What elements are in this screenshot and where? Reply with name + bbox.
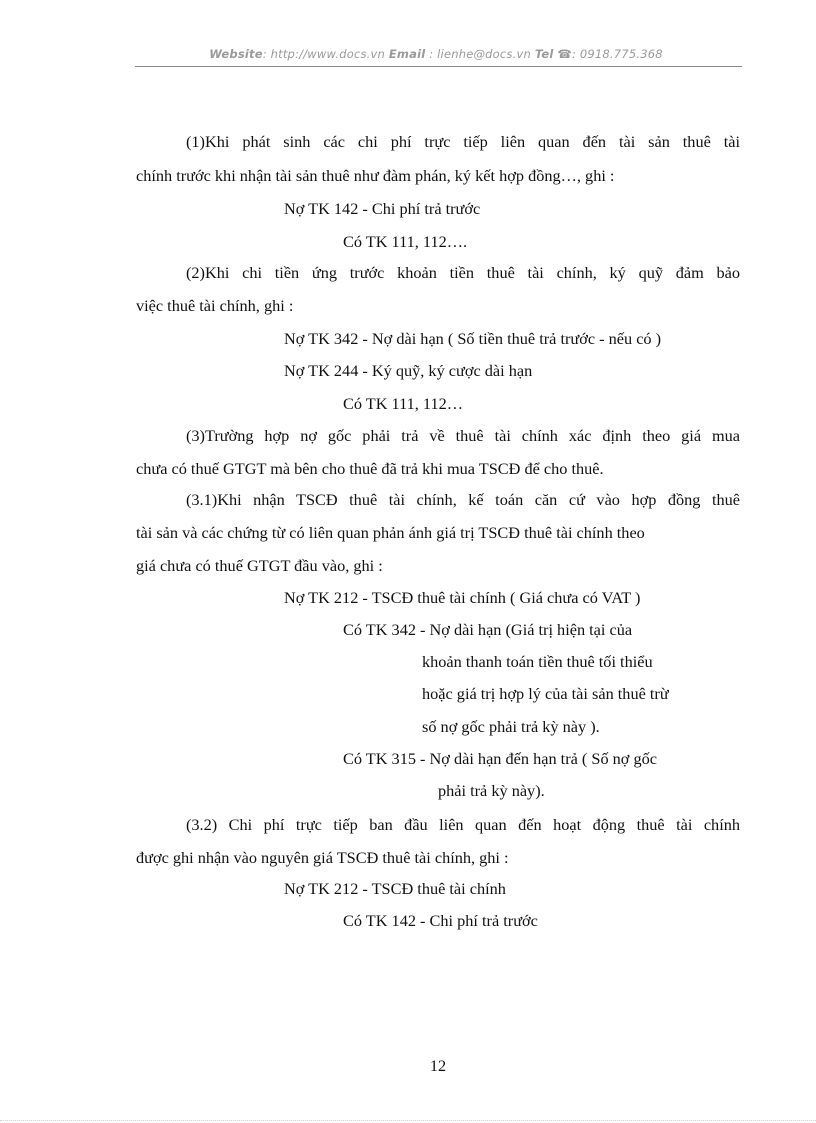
entry-credit-342-cont-3: số nợ gốc phải trả kỳ này ). [422,717,600,736]
page-bottom-divider [0,1120,816,1121]
paragraph-3-2-line-1: (3.2) Chi phí trực tiếp ban đầu liên quan đến hoạt động thuê tài chính [186,815,740,834]
paragraph-3-1-line-2: tài sản và các chứng từ có liên quan phản ánh giá trị TSCĐ thuê tài chính theo [136,523,645,542]
paragraph-1-line-2: chính trước khi nhận tài sản thuê như đàm phán, ký kết hợp đồng…, ghi : [136,166,615,185]
page-header [130,47,742,61]
entry-credit-315-cont: phải trả kỳ này). [438,781,545,800]
paragraph-3-1-line-1: (3.1)Khi nhận TSCĐ thuê tài chính, kế toán căn cứ vào hợp đồng thuê [186,490,740,509]
entry-debit-142: Nợ TK 142 - Chi phí trả trước [284,199,481,218]
entry-credit-315: Có TK 315 - Nợ dài hạn đến hạn trả ( Số nợ gốc [343,749,657,768]
entry-credit-342-cont-2: hoặc giá trị hợp lý của tài sản thuê trừ [422,684,669,703]
email-label: Email [388,47,426,61]
entry-credit-342-cont-1: khoản thanh toán tiền thuê tối thiểu [422,652,653,671]
tel-label: Tel [534,47,554,61]
website-label: Website [209,47,263,61]
page-number: 12 [429,1056,447,1075]
paragraph-3-1-line-3: giá chưa có thuế GTGT đầu vào, ghi : [136,556,383,575]
email-value: : lienhe@docs.vn [429,47,531,61]
entry-debit-244: Nợ TK 244 - Ký quỹ, ký cược dài hạn [284,361,533,380]
paragraph-3-line-1: (3)Trường hợp nợ gốc phải trả về thuê tài chính xác định theo giá mua [186,426,740,445]
entry-credit-111-112-b: Có TK 111, 112… [343,394,464,413]
header-rule [135,66,742,67]
phone-icon: ☎ [557,47,572,61]
entry-credit-142: Có TK 142 - Chi phí trả trước [343,911,538,930]
entry-debit-342: Nợ TK 342 - Nợ dài hạn ( Số tiền thuê trả trước - nếu có ) [284,329,662,348]
paragraph-3-line-2: chưa có thuế GTGT mà bên cho thuê đã trả khi mua TSCĐ để cho thuê. [136,459,604,478]
entry-debit-212-b: Nợ TK 212 - TSCĐ thuê tài chính [284,879,506,898]
paragraph-2-line-1: (2)Khi chi tiền ứng trước khoản tiền thuê tài chính, ký quỹ đảm bảo [186,263,740,282]
tel-value: : 0918.775.368 [571,47,663,61]
paragraph-2-line-2: việc thuê tài chính, ghi : [136,296,294,315]
paragraph-1-line-1: (1)Khi phát sinh các chi phí trực tiếp liên quan đến tài sản thuê tài [186,132,740,151]
entry-credit-342: Có TK 342 - Nợ dài hạn (Giá trị hiện tại của [343,620,633,639]
entry-debit-212: Nợ TK 212 - TSCĐ thuê tài chính ( Giá chưa có VAT ) [284,588,641,607]
website-value: : http://www.docs.vn [262,47,386,61]
paragraph-3-2-line-2: được ghi nhận vào nguyên giá TSCĐ thuê tài chính, ghi : [136,848,509,867]
entry-credit-111-112: Có TK 111, 112…. [343,232,468,251]
